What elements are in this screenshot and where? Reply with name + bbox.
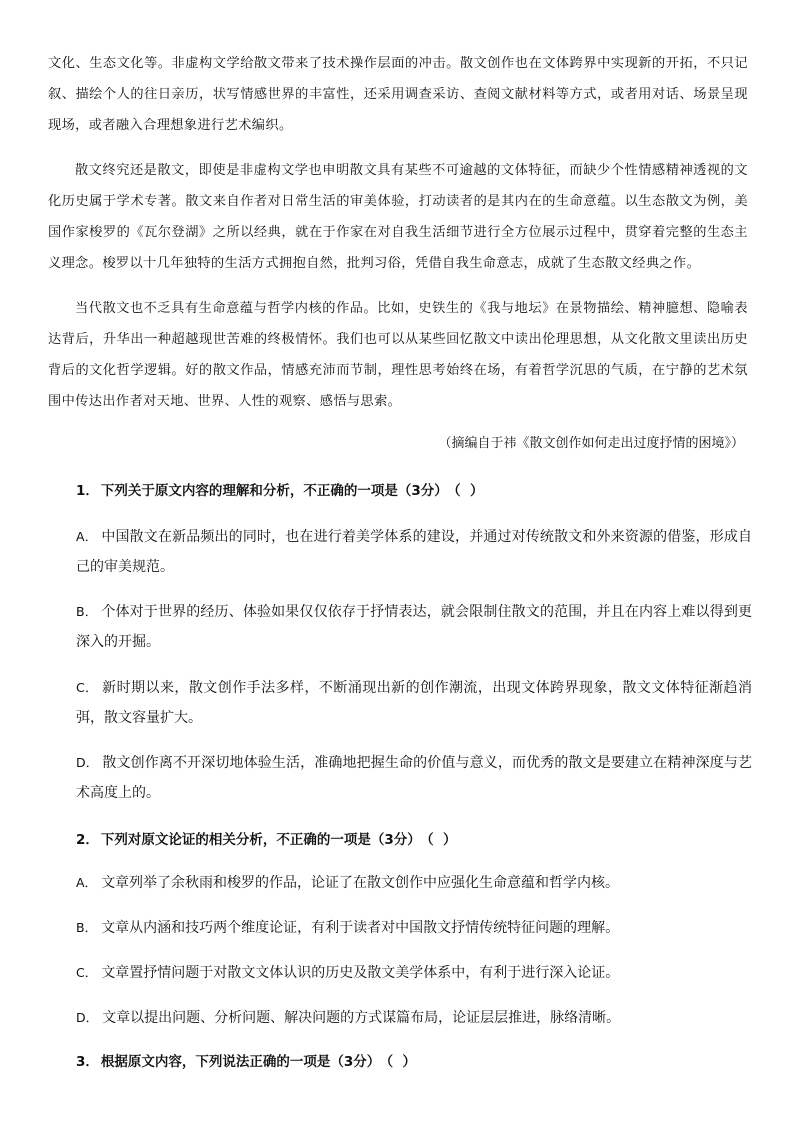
question-1-option-b bbox=[76, 597, 752, 657]
question-2-option-a bbox=[76, 868, 752, 898]
option-letter: B． bbox=[76, 920, 98, 935]
option-text: 文章置抒情问题于对散文文体认识的历史及散文美学体系中，有利于进行深入论证。 bbox=[101, 965, 620, 981]
passage-paragraph-3: 当代散文也不乏具有生命意蕴与哲学内核的作品。比如，史铁生的《我与地坛》在景物描绘、精神臆想、隐喻表达背后，升华出一种超越现世苦难的终极情怀。我们也可以从某些回忆散文中读出伦理思想，从文化散文里读出历史背后的文化哲学逻辑。好的散文作品，情感充沛而节制，理性思考始终在场，有着哲学沉思的气质，在宁静的艺术氛围中传达出作者对天地、世界、人性的观察、感悟与思索。 bbox=[48, 301, 748, 409]
passage-paragraph-2: 散文终究还是散文，即使是非虚构文学也申明散文具有某些不可逾越的文体特征，而缺少个性情感精神透视的文化历史属于学术专著。散文来自作者对日常生活的审美体验，打动读者的是其内在的生命意蕴。以生态散文为例，美国作家梭罗的《瓦尔登湖》之所以经典，就在于作家在对自我生活细节进行全方位展示过程中，贯穿着完整的生态主义理念。梭罗以十几年独特的生活方式拥抱自然，批判习俗，凭借自我生命意志，成就了生态散文经典之作。 bbox=[48, 163, 748, 271]
option-text: 文章以提出问题、分析问题、解决问题的方式谋篇布局，论证层层推进，脉络清晰。 bbox=[102, 1010, 621, 1026]
question-stem: 根据原文内容，下列说法正确的一项是（3分） bbox=[100, 1054, 381, 1070]
question-1-title bbox=[76, 480, 756, 502]
question-number: 3． bbox=[76, 1054, 99, 1070]
source-citation: （摘编自于祎《散文创作如何走出过度抒情的困境》） bbox=[438, 436, 744, 451]
option-letter: C． bbox=[76, 680, 99, 695]
passage-paragraph-1: 文化、生态文化等。非虚构文学给散文带来了技术操作层面的冲击。散文创作也在文体跨界中实现新的开拓，不只记叙、描绘个人的往日亲历，状写情感世界的丰富性，还采用调查采访、查阅文献材料等方式，或者用对话、场景呈现现场，或者融入合理想象进行艺术编织。 bbox=[48, 56, 748, 133]
question-2-title bbox=[76, 829, 756, 851]
option-letter: B． bbox=[76, 604, 98, 619]
option-text: 散文创作离不开深切地体验生活，准确地把握生命的价值与意义，而优秀的散文是要建立在精神深度与艺术高度上的。 bbox=[76, 755, 752, 801]
question-number: 2． bbox=[76, 832, 99, 848]
answer-blank: （ ） bbox=[426, 832, 457, 848]
option-letter: C． bbox=[76, 965, 98, 980]
question-1-option-a bbox=[76, 522, 752, 582]
question-2-option-b bbox=[76, 913, 752, 943]
option-text: 新时期以来，散文创作手法多样，不断涌现出新的创作潮流，出现文体跨界现象，散文文体特征渐趋消弭，散文容量扩大。 bbox=[76, 680, 753, 726]
question-1-option-d bbox=[76, 748, 752, 808]
question-2-option-c bbox=[76, 958, 752, 988]
question-2-option-d bbox=[76, 1003, 752, 1033]
answer-blank: （ ） bbox=[453, 483, 484, 499]
question-3-title bbox=[76, 1051, 756, 1073]
answer-blank: （ ） bbox=[386, 1054, 416, 1070]
option-letter: A． bbox=[76, 875, 98, 890]
question-number: 1． bbox=[76, 483, 99, 499]
question-1-option-c bbox=[76, 673, 752, 733]
option-text: 文章从内涵和技巧两个维度论证，有利于读者对中国散文抒情传统特征问题的理解。 bbox=[101, 920, 620, 936]
option-letter: A． bbox=[76, 529, 98, 544]
option-text: 文章列举了余秋雨和梭罗的作品，论证了在散文创作中应强化生命意蕴和哲学内核。 bbox=[101, 875, 620, 891]
option-letter: D． bbox=[76, 1010, 99, 1025]
option-letter: D． bbox=[76, 755, 99, 770]
option-text: 个体对于世界的经历、体验如果仅仅依存于抒情表达，就会限制住散文的范围，并且在内容上难以得到更深入的开掘。 bbox=[76, 604, 752, 650]
question-stem: 下列关于原文内容的理解和分析，不正确的一项是（3分） bbox=[100, 483, 448, 499]
option-text: 中国散文在新品频出的同时，也在进行着美学体系的建设，并通过对传统散文和外来资源的借鉴，形成自己的审美规范。 bbox=[76, 529, 752, 575]
question-stem: 下列对原文论证的相关分析，不正确的一项是（3分） bbox=[100, 832, 421, 848]
